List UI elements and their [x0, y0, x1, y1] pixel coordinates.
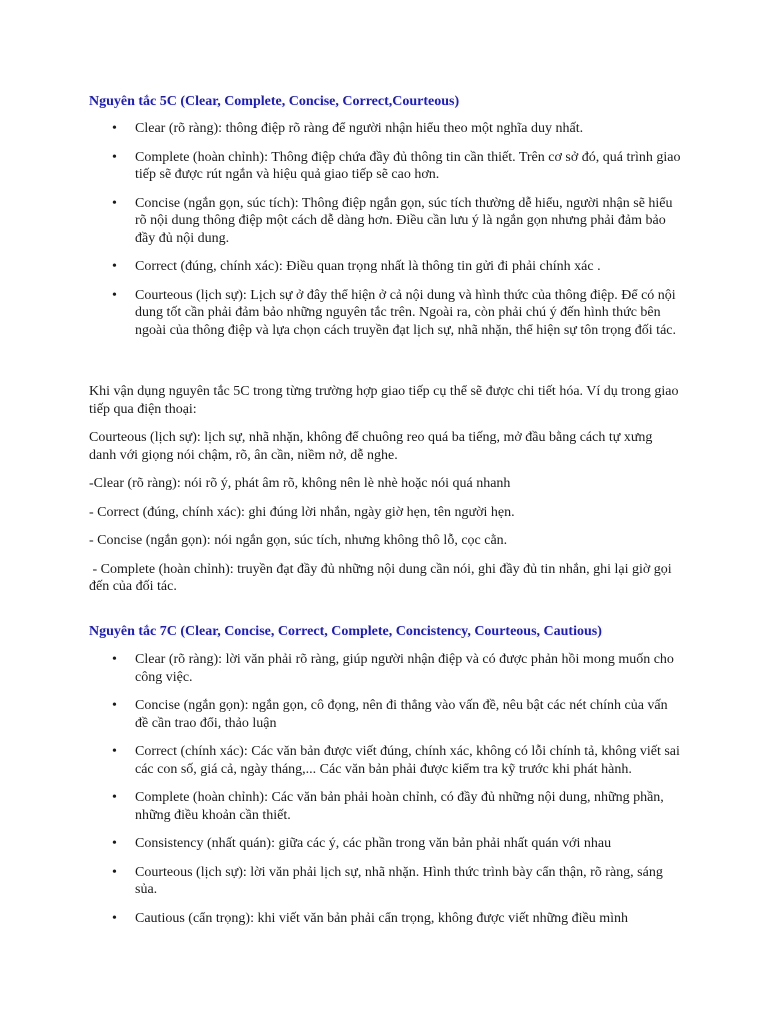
bullet-icon: • — [112, 790, 117, 805]
paragraph: - Correct (đúng, chính xác): ghi đúng lời nhắn, ngày giờ hẹn, tên người hẹn. — [89, 504, 515, 520]
bullet-icon: • — [112, 121, 117, 136]
list-item: • Courteous (lịch sự): Lịch sự ở đây thể hiện ở cả nội dung và hình thức của thông điệp. Để có nội dung tốt cần phải đảm bảo những nguyên tắc trên. Ngoài ra, còn phải chú ý đến hình thức bên ngoài của thông điệp và lựa chọn cách truyền đạt lịch sự, nhã nhặn, thể hiện sự tôn trọng đối tác. — [112, 287, 677, 338]
section-5c-list — [112, 120, 682, 350]
list-item: • Complete (hoàn chỉnh): Thông điệp chứa đầy đủ thông tin cần thiết. Trên cơ sở đó, quá trình giao tiếp sẽ được rút ngắn và hiệu quả giao tiếp sẽ cao hơn. — [112, 149, 681, 182]
paragraph: Courteous (lịch sự): lịch sự, nhã nhặn, không để chuông reo quá ba tiếng, mở đầu bằng cách tự xưng danh với giọng nói chậm, rõ, ân cần, niềm nở, dễ nghe. — [89, 430, 653, 463]
paragraph: - Concise (ngắn gọn): nói ngắn gọn, súc tích, nhưng không thô lỗ, cọc cằn. — [89, 533, 508, 548]
bullet-icon: • — [112, 864, 117, 880]
list-item: • Complete (hoàn chỉnh): Các văn bản phải hoàn chỉnh, có đầy đủ những nội dung, những phần, những điều khoản cần thiết. — [112, 790, 664, 823]
bullet-icon: • — [112, 259, 117, 274]
bullet-icon: • — [112, 149, 117, 165]
section-5c-heading: Nguyên tắc 5C (Clear, Complete, Concise, Correct,Courteous) — [89, 94, 460, 109]
bullet-icon: • — [112, 652, 117, 667]
bullet-icon: • — [112, 744, 117, 759]
list-item: • Correct (chính xác): Các văn bản được viết đúng, chính xác, không có lỗi chính tả, không viết sai các con số, giá cả, ngày tháng,... Các văn bản phải được kiểm tra kỹ trước khi phát hành. — [112, 744, 680, 777]
phone-example-paragraphs — [89, 383, 679, 607]
paragraph: Khi vận dụng nguyên tắc 5C trong từng trường hợp giao tiếp cụ thể sẽ được chi tiết hóa. Ví dụ trong giao tiếp qua điện thoại: — [89, 384, 679, 417]
section-7c-list — [112, 651, 682, 938]
bullet-icon: • — [112, 836, 117, 851]
list-item: • Clear (rõ ràng): lời văn phải rõ ràng, giúp người nhận điệp và có được phản hồi mong muốn cho công việc. — [112, 652, 674, 685]
paragraph: -Clear (rõ ràng): nói rõ ý, phát âm rõ, không nên lè nhè hoặc nói quá nhanh — [89, 476, 511, 491]
list-item: • Cautious (cẩn trọng): khi viết văn bản phải cẩn trọng, không được viết những điều mình — [112, 910, 629, 926]
bullet-icon: • — [112, 287, 117, 303]
list-item: • Consistency (nhất quán): giữa các ý, các phần trong văn bản phải nhất quán với nhau — [112, 836, 612, 851]
list-item: • Courteous (lịch sự): lời văn phải lịch sự, nhã nhặn. Hình thức trình bày cẩn thận, rõ ràng, sáng sủa. — [112, 864, 663, 897]
list-item: • Correct (đúng, chính xác): Điều quan trọng nhất là thông tin gửi đi phải chính xác . — [112, 259, 601, 274]
section-7c-heading: Nguyên tắc 7C (Clear, Concise, Correct, Complete, Concistency, Courteous, Cautious) — [89, 624, 602, 639]
list-item: • Concise (ngắn gọn): ngắn gọn, cô đọng, nên đi thẳng vào vấn đề, nêu bật các nét chính của vấn đề cần trao đổi, thảo luận — [112, 698, 668, 731]
bullet-icon: • — [112, 910, 117, 926]
list-item: • Clear (rõ ràng): thông điệp rõ ràng để người nhận hiểu theo một nghĩa duy nhất. — [112, 121, 584, 136]
list-item: • Concise (ngắn gọn, súc tích): Thông điệp ngắn gọn, súc tích thường dễ hiểu, người nhận sẽ hiểu rõ nội dung thông điệp một cách dễ dàng hơn. Điều cần lưu ý là ngắn gọn nhưng phải đảm bảo đầy đủ nội dung. — [112, 195, 673, 246]
bullet-icon: • — [112, 698, 117, 713]
bullet-icon: • — [112, 195, 117, 211]
paragraph: - Complete (hoàn chỉnh): truyền đạt đầy đủ những nội dung cần nói, ghi đầy đủ tin nhắn, ghi lại giờ gọi đến của đối tác. — [89, 561, 676, 594]
